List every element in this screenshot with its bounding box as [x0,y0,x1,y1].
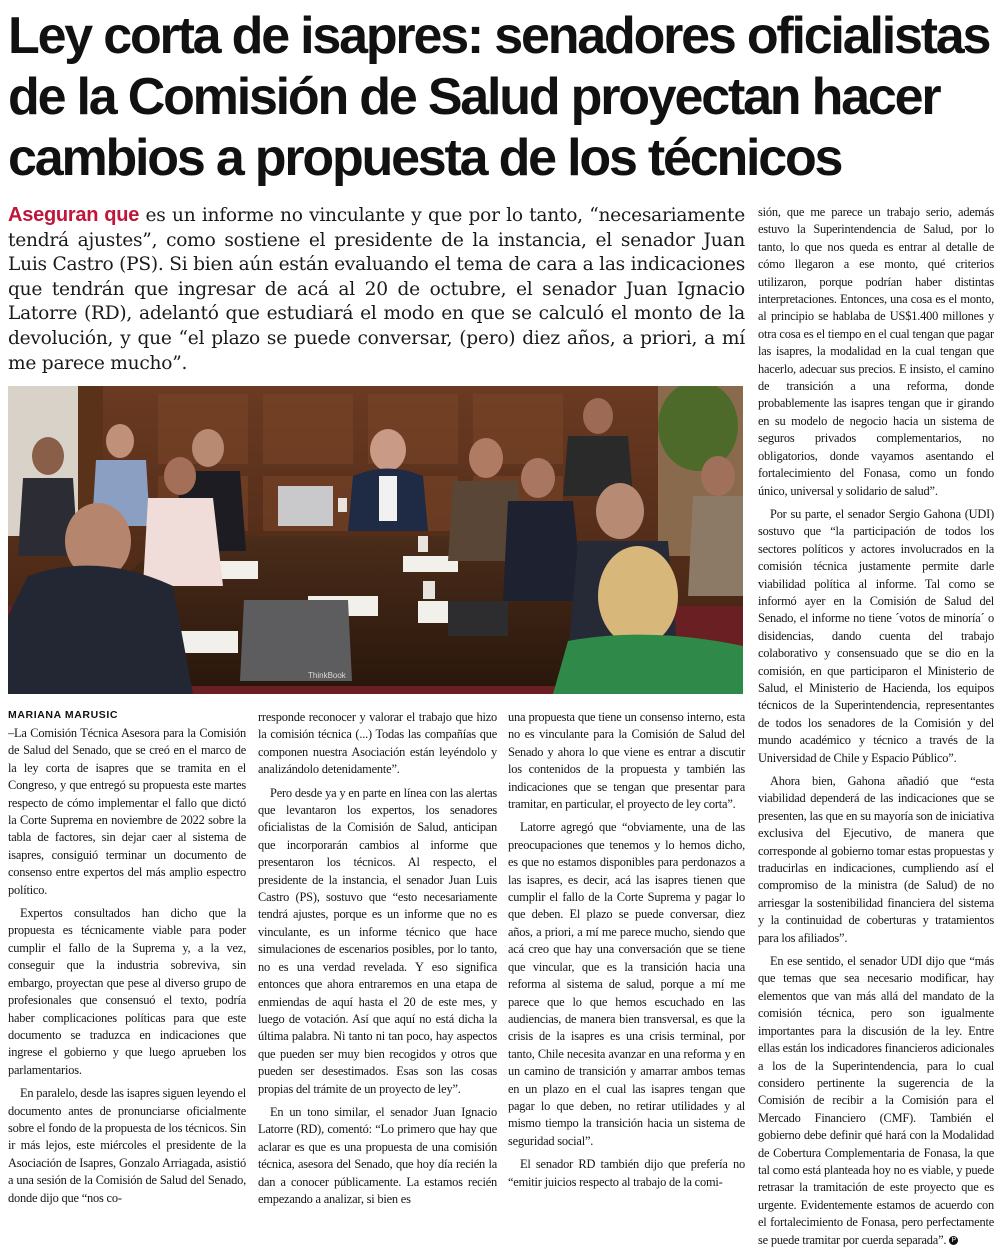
laptop-brand-label: ThinkBook [308,671,346,680]
paragraph: –La Comisión Técnica Asesora para la Comisión de Salud del Senado, que se creó en el marco de la ley corta de isapres que se tramita en el Congreso, y que entregó su propuesta este martes respecto de cómo implementar el fallo que dictó la Corte Suprema en noviembre de 2022 sobre la tabla de factores, sin dejar caer al sistema de isapres, consiguió terminar un documento de consenso entre expertos del más amplio espectro político. [8,726,246,897]
paragraph: El senador RD también dijo que prefería no “emitir juicios respecto al trabajo de la comi- [508,1157,745,1189]
paragraph [758,953,994,1249]
photo-illustration [8,386,743,694]
paragraph: Por su parte, el senador Sergio Gahona (UDI) sostuvo que “la participación de todos los sectores políticos y actores involucrados en la comisión técnica justamente permite darle viabilidad política al informe. Tal como se informó ayer en la Comisión de Salud del Senado, el informe no tiene ´votos de minoría´ o disidencias, dando cuenta del trabajo colaborativo y consensuado que se dio en la comisión, en que participaron el Ministerio de Salud, el Ministerio de Hacienda, los equipos técnicos de la Superintendencia, representantes de todos los senadores de la Comisión y del mundo académico y técnico a través de la Universidad de Chile y Espacio Público”. [758,506,994,765]
paragraph: Expertos consultados han dicho que la propuesta es técnicamente viable para poder cumplir el fallo de la Suprema y, a la vez, conseguir que la industria sobreviva, sin embargo, proyectan que pese al diverso grupo de profesionales que consensuó el texto, podría haber complicaciones políticas para que este documento se traduzca en indicaciones que ingrese el gobierno y que luego aprueben los parlamentarios. [8,906,246,1077]
lead-text: es un informe no vinculante y que por lo tanto, “necesariamente tendrá ajustes”, como sostiene el presidente de la instancia, el senador Juan Luis Castro (PS). Si bien aún están evaluando el tema de cara a las indicaciones que tendrán que ingresar de acá al 20 de octubre, el senador Juan Ignacio Latorre (RD), adelantó que estudiará el modo en que se calculó el monto de la devolución, y que “el plazo se puede conversar, (pero) diez años, a priori, a mí me parece mucho”. [8,205,745,374]
paragraph: Ahora bien, Gahona añadió que “esta viabilidad dependerá de las indicaciones que se presenten, las que en su mayoría son de iniciativa exclusiva del Ejecutivo, de manera que corresponde al gobierno tomar estas propuestas y traducirlas en indicaciones, cumpliendo así el compromiso de la ministra (de Salud) de no arriesgar la sostenibilidad financiera del sistema y la continuidad de coberturas y tratamientos para los afiliados”. [758,774,994,945]
article-column-1 [8,725,246,1205]
lead-paragraph [8,203,745,383]
paragraph: una propuesta que tiene un consenso interno, esta no es vinculante para la Comisión de Salud del Senado y ahora lo que viene es entrar a discutir los contenidos de la propuesta y también las indicaciones que se tengan que presentar para tramitar, en particular, el proyecto de ley corta”. [508,710,745,812]
lead-kicker: Aseguran que [8,204,140,226]
paragraph: Pero desde ya y en parte en línea con las alertas que levantaron los expertos, los senadores oficialistas de la Comisión de Salud, anticipan que incorporarán cambios al informe que presentaron los técnicos. Al respecto, el presidente de la instancia, el senador Juan Luis Castro (PS), sostuvo que “esto necesariamente tendrá ajustes, porque es un informe que no es vinculante, es un informe técnico que hace simulaciones de escenarios posibles, por lo tanto, no es una verdad revelada. Y eso significa entonces que ahora entraremos en una etapa de enmiendas de aquí hasta el 20 de este mes, y luego de votación. Así que aquí no está dicha la última palabra. Ni tanto ni tan poco, hay aspectos que pueden ser muy bien recogidos y otros que pueden ser desestimados. Esas son las cosas propias del trámite de un proyecto de ley”. [258,785,497,1096]
paragraph-text: En ese sentido, el senador UDI dijo que “más que temas que sea necesario modificar, hay elementos que van más allá del mandato de la comisión técnica, pero son igualmente importantes para la discusión de la ley. Entre ellas están los indicadores financieros adicionales a los de la Superintendencia, para lo cual considero pertinente la sugerencia de la Comisión de recibir a la Comisión para el Mercado Financiero (CMF). También el gobierno debe definir qué hará con la Modalidad de Cobertura Complementaria de Fonasa, la que tal como está planteada hoy no es viable, y puede retrasar la tramitación de este proyecto que es urgente. Evidentemente estamos de acuerdo con el fortalecimiento de Fonasa, pero perfectamente se puede tramitar por cuerda separada”. [758,954,994,1247]
headline: Ley corta de isapres: senadores oficialistas de la Comisión de Salud proyectan hacer cambios a propuesta de los técnicos [8,7,990,187]
paragraph: rresponde reconocer y valorar el trabajo que hizo la comisión técnica (...) Todas las compañías que componen nuestra Asociación están leyéndolo y analizándolo detenidamente”. [258,710,497,777]
article-column-4 [758,204,994,1247]
paragraph: En paralelo, desde las isapres siguen leyendo el documento antes de pronunciarse oficialmente sobre el fondo de la propuesta de los técnicos. Sin ir más lejos, este miércoles el presidente de la Asociación de Isapres, Gonzalo Arriagada, asistió a una sesión de la Comisión de Salud del Senado, donde dijo que “nos co- [8,1086,246,1205]
paragraph: sión, que me parece un trabajo serio, además estuvo la Superintendencia de Salud, por lo tanto, lo que nos queda es entrar al detalle de cómo llegaron a ese monto, qué criterios utilizaron, porque podrían haber distintas interpretaciones. Entonces, una cosa es el monto, al principio se hablaba de US$1.400 millones y otra cosa es el tiempo en el cual tengan que pagar las isapres, la modalidad en la cual tengan que hacerlo, adecuar sus precios. E insisto, el camino de transición a una reforma, donde probablemente las isapres tengan que ir girando en su modelo de negocio hacia un sistema de seguros privados complementarios, no obligatorios, donde vayamos asentando el fortalecimiento del Fonasa, como un fondo único, universal y solidario de salud”. [758,205,994,498]
senate-commission-photo [8,386,743,694]
paragraph: Latorre agregó que “obviamente, una de las preocupaciones que tenemos y lo hemos dicho, es que no estamos disponibles para perdonazos a las isapres, es decir, acá las isapres tienen que cumplir el fallo de la Corte Suprema y pagar lo que deben. El plazo se puede conversar, diez años, a priori, a mí me parece mucho, siendo que acá creo que hay una conversación que se tiene que vincular, que es la transición hacia una reforma al sistema de salud, porque a mí me parece que lo que hemos escuchado en las audiencias, de manera bien transversal, es que la crisis de la isapres es una crisis terminal, por tanto, Chile necesita avanzar en una reforma y en un camino de transición y amarrar ambos temas en un plazo en el cual las isapres tengan que pagar lo que deben, no retirar utilidades y al mismo tiempo la transición hacia un sistema de seguridad social”. [508,820,745,1148]
byline: MARIANA MARUSIC [8,709,119,721]
article-column-2 [258,709,497,1206]
paragraph: En un tono similar, el senador Juan Ignacio Latorre (RD), comentó: “Lo primero que hay que aclarar es que es una propuesta de una comisión técnica, asesora del Senado, que hoy día recién la dan a conocer públicamente. La estamos recién empezando a analizar, si bien es [258,1104,497,1206]
end-of-article-icon: P [949,1236,958,1245]
article-column-3 [508,709,745,1189]
